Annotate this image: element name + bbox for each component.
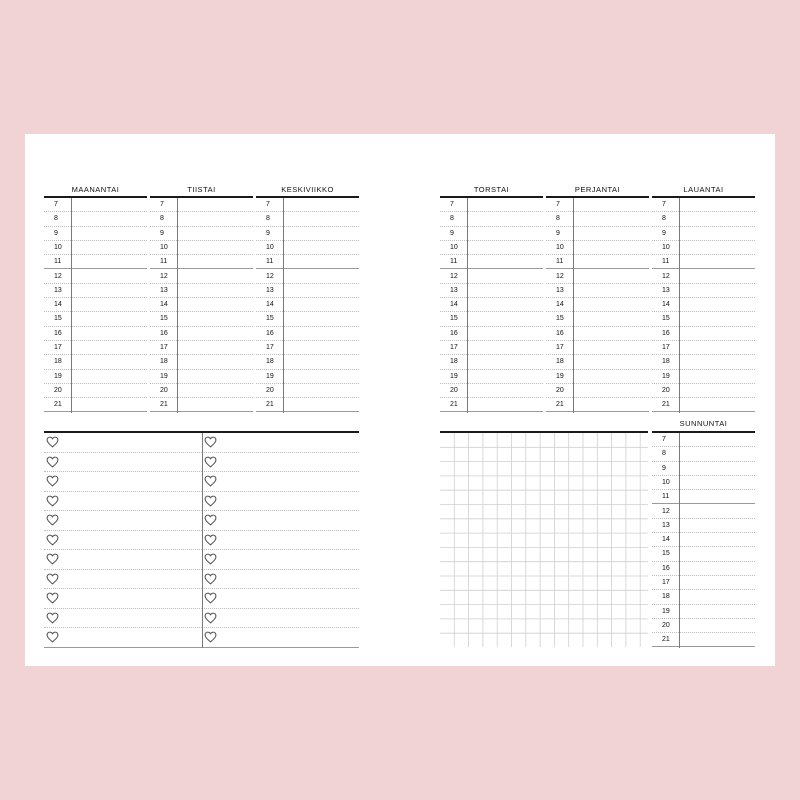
hour-label: 14: [662, 301, 670, 309]
hour-row[interactable]: [44, 255, 147, 269]
hour-row[interactable]: [44, 212, 147, 226]
hour-row[interactable]: [652, 241, 755, 255]
hour-row[interactable]: [652, 447, 755, 461]
hour-row[interactable]: [440, 384, 543, 398]
hour-row[interactable]: [256, 312, 359, 326]
hour-row[interactable]: [652, 462, 755, 476]
hour-label: 10: [160, 243, 168, 251]
hour-label: 8: [662, 215, 666, 223]
hour-label: 15: [450, 315, 458, 323]
hour-row[interactable]: [652, 284, 755, 298]
hour-row[interactable]: [256, 198, 359, 212]
heart-icon[interactable]: [204, 436, 217, 448]
hour-row[interactable]: [256, 212, 359, 226]
hour-label: 8: [266, 215, 270, 223]
hour-row[interactable]: [652, 490, 755, 504]
checklist-item[interactable]: [202, 472, 359, 492]
hour-row[interactable]: [546, 227, 649, 241]
hour-row[interactable]: [440, 227, 543, 241]
hour-label: 9: [266, 229, 270, 237]
hour-row[interactable]: [652, 341, 755, 355]
heart-icon[interactable]: [46, 553, 59, 565]
hour-row[interactable]: [440, 241, 543, 255]
hour-label: 20: [556, 386, 564, 394]
checklist-item[interactable]: [44, 609, 202, 629]
hour-label: 20: [266, 386, 274, 394]
hour-label: 21: [556, 401, 564, 409]
hour-row[interactable]: [546, 198, 649, 212]
hour-row[interactable]: [546, 284, 649, 298]
hour-label: 16: [450, 329, 458, 337]
hour-row[interactable]: [256, 384, 359, 398]
hour-label: 15: [662, 550, 670, 558]
hour-row[interactable]: [150, 370, 253, 384]
hour-label: 20: [450, 386, 458, 394]
checklist-item[interactable]: [202, 531, 359, 551]
hour-row[interactable]: [150, 284, 253, 298]
hour-row[interactable]: [546, 398, 649, 412]
hour-row[interactable]: [44, 327, 147, 341]
hour-row[interactable]: [652, 212, 755, 226]
hour-row[interactable]: [44, 341, 147, 355]
hour-row[interactable]: [256, 255, 359, 269]
hour-label: 13: [54, 286, 62, 294]
hour-row[interactable]: [440, 270, 543, 284]
hour-label: 9: [450, 229, 454, 237]
heart-icon[interactable]: [204, 592, 217, 604]
checklist-item[interactable]: [44, 550, 202, 570]
hour-label: 8: [160, 215, 164, 223]
day-title-tiistai: TIISTAI: [187, 185, 216, 194]
hour-label: 19: [160, 372, 168, 380]
hour-row[interactable]: [256, 227, 359, 241]
day-title-lauantai: LAUANTAI: [683, 185, 724, 194]
graph-grid[interactable]: [440, 433, 648, 647]
checklist-item[interactable]: [44, 628, 202, 648]
hour-row[interactable]: [546, 327, 649, 341]
hour-label: 19: [450, 372, 458, 380]
hour-row[interactable]: [652, 398, 755, 412]
hour-divider: [679, 198, 680, 413]
hour-label: 13: [556, 286, 564, 294]
hour-label: 7: [54, 201, 58, 208]
checklist-item[interactable]: [44, 492, 202, 512]
heart-icon[interactable]: [204, 514, 217, 526]
hour-label: 8: [450, 215, 454, 223]
hour-row[interactable]: [150, 298, 253, 312]
hour-label: 10: [450, 243, 458, 251]
hour-row[interactable]: [652, 633, 755, 647]
hour-row[interactable]: [652, 576, 755, 590]
hour-row[interactable]: [44, 270, 147, 284]
hour-label: 9: [556, 229, 560, 237]
hour-label: 21: [450, 401, 458, 409]
heart-icon[interactable]: [46, 631, 59, 643]
hour-row[interactable]: [44, 198, 147, 212]
checklist-item[interactable]: [44, 472, 202, 492]
hour-label: 18: [54, 358, 62, 366]
hour-row[interactable]: [546, 212, 649, 226]
hour-label: 21: [54, 401, 62, 409]
heart-icon[interactable]: [204, 475, 217, 487]
hour-row[interactable]: [44, 284, 147, 298]
hour-label: 20: [160, 386, 168, 394]
heart-icon[interactable]: [46, 534, 59, 546]
checklist-divider: [202, 433, 203, 648]
hour-label: 14: [450, 301, 458, 309]
hour-row[interactable]: [150, 270, 253, 284]
hour-row[interactable]: [652, 619, 755, 633]
hour-row[interactable]: [652, 255, 755, 269]
checklist-item[interactable]: [44, 433, 202, 453]
hour-row[interactable]: [256, 370, 359, 384]
checklist-item[interactable]: [202, 609, 359, 629]
hour-row[interactable]: [652, 562, 755, 576]
heart-icon[interactable]: [204, 553, 217, 565]
hour-label: 18: [266, 358, 274, 366]
hour-row[interactable]: [44, 355, 147, 369]
hour-label: 17: [556, 344, 564, 351]
hour-label: 20: [54, 386, 62, 394]
hour-label: 14: [160, 301, 168, 309]
hour-row[interactable]: [440, 341, 543, 355]
hour-row[interactable]: [652, 547, 755, 561]
hour-label: 9: [662, 464, 666, 472]
hour-label: 13: [266, 286, 274, 294]
hour-label: 13: [450, 286, 458, 294]
checklist-item[interactable]: [202, 589, 359, 609]
hour-label: 10: [54, 243, 62, 251]
day-title-keskiviikko: KESKIVIIKKO: [281, 185, 334, 194]
hour-label: 9: [54, 229, 58, 237]
hour-row[interactable]: [44, 384, 147, 398]
hour-row[interactable]: [546, 241, 649, 255]
hour-label: 16: [266, 329, 274, 337]
hour-label: 14: [556, 301, 564, 309]
hour-label: 16: [662, 329, 670, 337]
checklist-item[interactable]: [202, 628, 359, 648]
hour-row[interactable]: [150, 227, 253, 241]
hour-divider: [467, 198, 468, 413]
hour-row[interactable]: [440, 398, 543, 412]
hour-label: 15: [266, 315, 274, 323]
hour-row[interactable]: [546, 298, 649, 312]
hour-row[interactable]: [652, 355, 755, 369]
hour-row[interactable]: [256, 327, 359, 341]
hour-label: 10: [556, 243, 564, 251]
hour-label: 17: [160, 344, 168, 351]
hour-label: 21: [662, 636, 670, 644]
hour-label: 18: [160, 358, 168, 366]
hour-row[interactable]: [546, 355, 649, 369]
hour-label: 7: [450, 201, 454, 208]
checklist-item[interactable]: [44, 531, 202, 551]
checklist-item[interactable]: [202, 433, 359, 453]
hour-label: 20: [662, 386, 670, 394]
checklist-item[interactable]: [44, 511, 202, 531]
hour-label: 12: [662, 507, 670, 515]
hour-label: 18: [662, 593, 670, 601]
hour-label: 21: [266, 401, 274, 409]
hour-label: 11: [556, 258, 564, 266]
hour-label: 16: [160, 329, 168, 337]
hour-label: 21: [662, 401, 670, 409]
hour-row[interactable]: [546, 312, 649, 326]
hour-row[interactable]: [652, 476, 755, 490]
heart-icon[interactable]: [204, 456, 217, 468]
hour-label: 11: [266, 258, 274, 266]
hour-row[interactable]: [652, 533, 755, 547]
checklist-item[interactable]: [202, 550, 359, 570]
hour-label: 12: [266, 272, 274, 280]
hour-label: 7: [662, 201, 666, 208]
hour-label: 14: [662, 536, 670, 544]
heart-icon[interactable]: [46, 495, 59, 507]
hour-row[interactable]: [546, 384, 649, 398]
heart-icon[interactable]: [204, 573, 217, 585]
hour-label: 16: [54, 329, 62, 337]
checklist-item[interactable]: [202, 570, 359, 590]
hour-label: 11: [54, 258, 62, 266]
hour-row[interactable]: [150, 327, 253, 341]
hour-row[interactable]: [440, 312, 543, 326]
hour-row[interactable]: [440, 298, 543, 312]
hour-row[interactable]: [652, 370, 755, 384]
hour-row[interactable]: [440, 255, 543, 269]
hour-row[interactable]: [150, 255, 253, 269]
hour-label: 17: [662, 344, 670, 351]
checklist-item[interactable]: [202, 453, 359, 473]
hour-label: 18: [450, 358, 458, 366]
hour-row[interactable]: [256, 270, 359, 284]
hour-label: 7: [266, 201, 270, 208]
hour-row[interactable]: [44, 398, 147, 412]
hour-row[interactable]: [440, 370, 543, 384]
hour-row[interactable]: [652, 590, 755, 604]
hour-label: 18: [662, 358, 670, 366]
hour-label: 17: [54, 344, 62, 351]
heart-icon[interactable]: [204, 534, 217, 546]
day-title-maanantai: MAANANTAI: [71, 185, 120, 194]
hour-row[interactable]: [652, 519, 755, 533]
hour-divider: [177, 198, 178, 413]
hour-label: 9: [662, 229, 666, 237]
day-title-torstai: TORSTAI: [473, 185, 510, 194]
hour-label: 14: [54, 301, 62, 309]
hour-row[interactable]: [44, 312, 147, 326]
hour-label: 8: [556, 215, 560, 223]
hour-row[interactable]: [652, 433, 755, 447]
hour-label: 12: [54, 272, 62, 280]
hour-label: 12: [662, 272, 670, 280]
hour-label: 10: [662, 243, 670, 251]
hour-label: 12: [160, 272, 168, 280]
hour-label: 15: [556, 315, 564, 323]
hour-label: 16: [662, 564, 670, 572]
hour-row[interactable]: [652, 384, 755, 398]
heart-icon[interactable]: [46, 592, 59, 604]
hour-label: 7: [556, 201, 560, 208]
hour-label: 11: [662, 258, 670, 266]
hour-row[interactable]: [44, 241, 147, 255]
hour-row[interactable]: [440, 327, 543, 341]
hour-label: 19: [662, 372, 670, 380]
heart-icon[interactable]: [46, 612, 59, 624]
hour-row[interactable]: [440, 198, 543, 212]
hour-label: 20: [662, 621, 670, 629]
hour-label: 13: [662, 286, 670, 294]
day-title-perjantai: PERJANTAI: [574, 185, 621, 194]
hour-label: 18: [556, 358, 564, 366]
hour-row[interactable]: [256, 284, 359, 298]
hour-row[interactable]: [652, 327, 755, 341]
hour-row[interactable]: [652, 312, 755, 326]
hour-row[interactable]: [150, 398, 253, 412]
hour-label: 11: [160, 258, 168, 266]
hour-label: 11: [662, 493, 670, 501]
hour-label: 9: [160, 229, 164, 237]
checklist-item[interactable]: [44, 570, 202, 590]
hour-label: 13: [662, 521, 670, 529]
hour-row[interactable]: [256, 298, 359, 312]
hour-row[interactable]: [546, 341, 649, 355]
hour-divider: [679, 433, 680, 648]
hour-row[interactable]: [256, 355, 359, 369]
hour-row[interactable]: [150, 355, 253, 369]
hour-label: 17: [662, 579, 670, 586]
hour-row[interactable]: [256, 398, 359, 412]
hour-label: 11: [450, 258, 458, 266]
hour-label: 19: [662, 607, 670, 615]
hour-divider: [71, 198, 72, 413]
hour-row[interactable]: [150, 341, 253, 355]
heart-icon[interactable]: [46, 475, 59, 487]
hour-row[interactable]: [150, 212, 253, 226]
heart-icon[interactable]: [204, 612, 217, 624]
heart-icon[interactable]: [204, 631, 217, 643]
hour-label: 16: [556, 329, 564, 337]
hour-label: 10: [662, 478, 670, 486]
hour-row[interactable]: [440, 355, 543, 369]
checklist-item[interactable]: [44, 589, 202, 609]
hour-label: 21: [160, 401, 168, 409]
hour-label: 17: [266, 344, 274, 351]
hour-row[interactable]: [652, 227, 755, 241]
hour-divider: [283, 198, 284, 413]
hour-row[interactable]: [652, 605, 755, 619]
hour-label: 19: [266, 372, 274, 380]
hour-row[interactable]: [652, 270, 755, 284]
day-title-sunnuntai: SUNNUNTAI: [679, 419, 728, 428]
hour-row[interactable]: [44, 370, 147, 384]
hour-row[interactable]: [44, 227, 147, 241]
hour-row[interactable]: [150, 241, 253, 255]
hour-label: 17: [450, 344, 458, 351]
hour-row[interactable]: [546, 255, 649, 269]
hour-label: 12: [450, 272, 458, 280]
heart-icon[interactable]: [46, 514, 59, 526]
hour-label: 19: [54, 372, 62, 380]
hour-row[interactable]: [256, 341, 359, 355]
hour-row[interactable]: [150, 312, 253, 326]
hour-row[interactable]: [440, 284, 543, 298]
heart-icon[interactable]: [46, 456, 59, 468]
hour-row[interactable]: [652, 505, 755, 519]
hour-label: 8: [54, 215, 58, 223]
hour-label: 15: [160, 315, 168, 323]
hour-label: 15: [662, 315, 670, 323]
hour-row[interactable]: [44, 298, 147, 312]
hour-row[interactable]: [150, 384, 253, 398]
checklist-item[interactable]: [202, 492, 359, 512]
hour-label: 7: [662, 436, 666, 443]
hour-label: 8: [662, 450, 666, 458]
hour-label: 10: [266, 243, 274, 251]
checklist-item[interactable]: [202, 511, 359, 531]
hour-row[interactable]: [546, 270, 649, 284]
planner-page: [25, 134, 775, 666]
checklist-item[interactable]: [44, 453, 202, 473]
hour-label: 19: [556, 372, 564, 380]
hour-divider: [573, 198, 574, 413]
hour-row[interactable]: [652, 298, 755, 312]
hour-row[interactable]: [150, 198, 253, 212]
hour-label: 13: [160, 286, 168, 294]
hour-label: 15: [54, 315, 62, 323]
heart-icon[interactable]: [46, 436, 59, 448]
hour-label: 14: [266, 301, 274, 309]
heart-icon[interactable]: [204, 495, 217, 507]
hour-row[interactable]: [546, 370, 649, 384]
heart-icon[interactable]: [46, 573, 59, 585]
hour-label: 12: [556, 272, 564, 280]
hour-label: 7: [160, 201, 164, 208]
hour-row[interactable]: [256, 241, 359, 255]
hour-row[interactable]: [440, 212, 543, 226]
hour-row[interactable]: [652, 198, 755, 212]
